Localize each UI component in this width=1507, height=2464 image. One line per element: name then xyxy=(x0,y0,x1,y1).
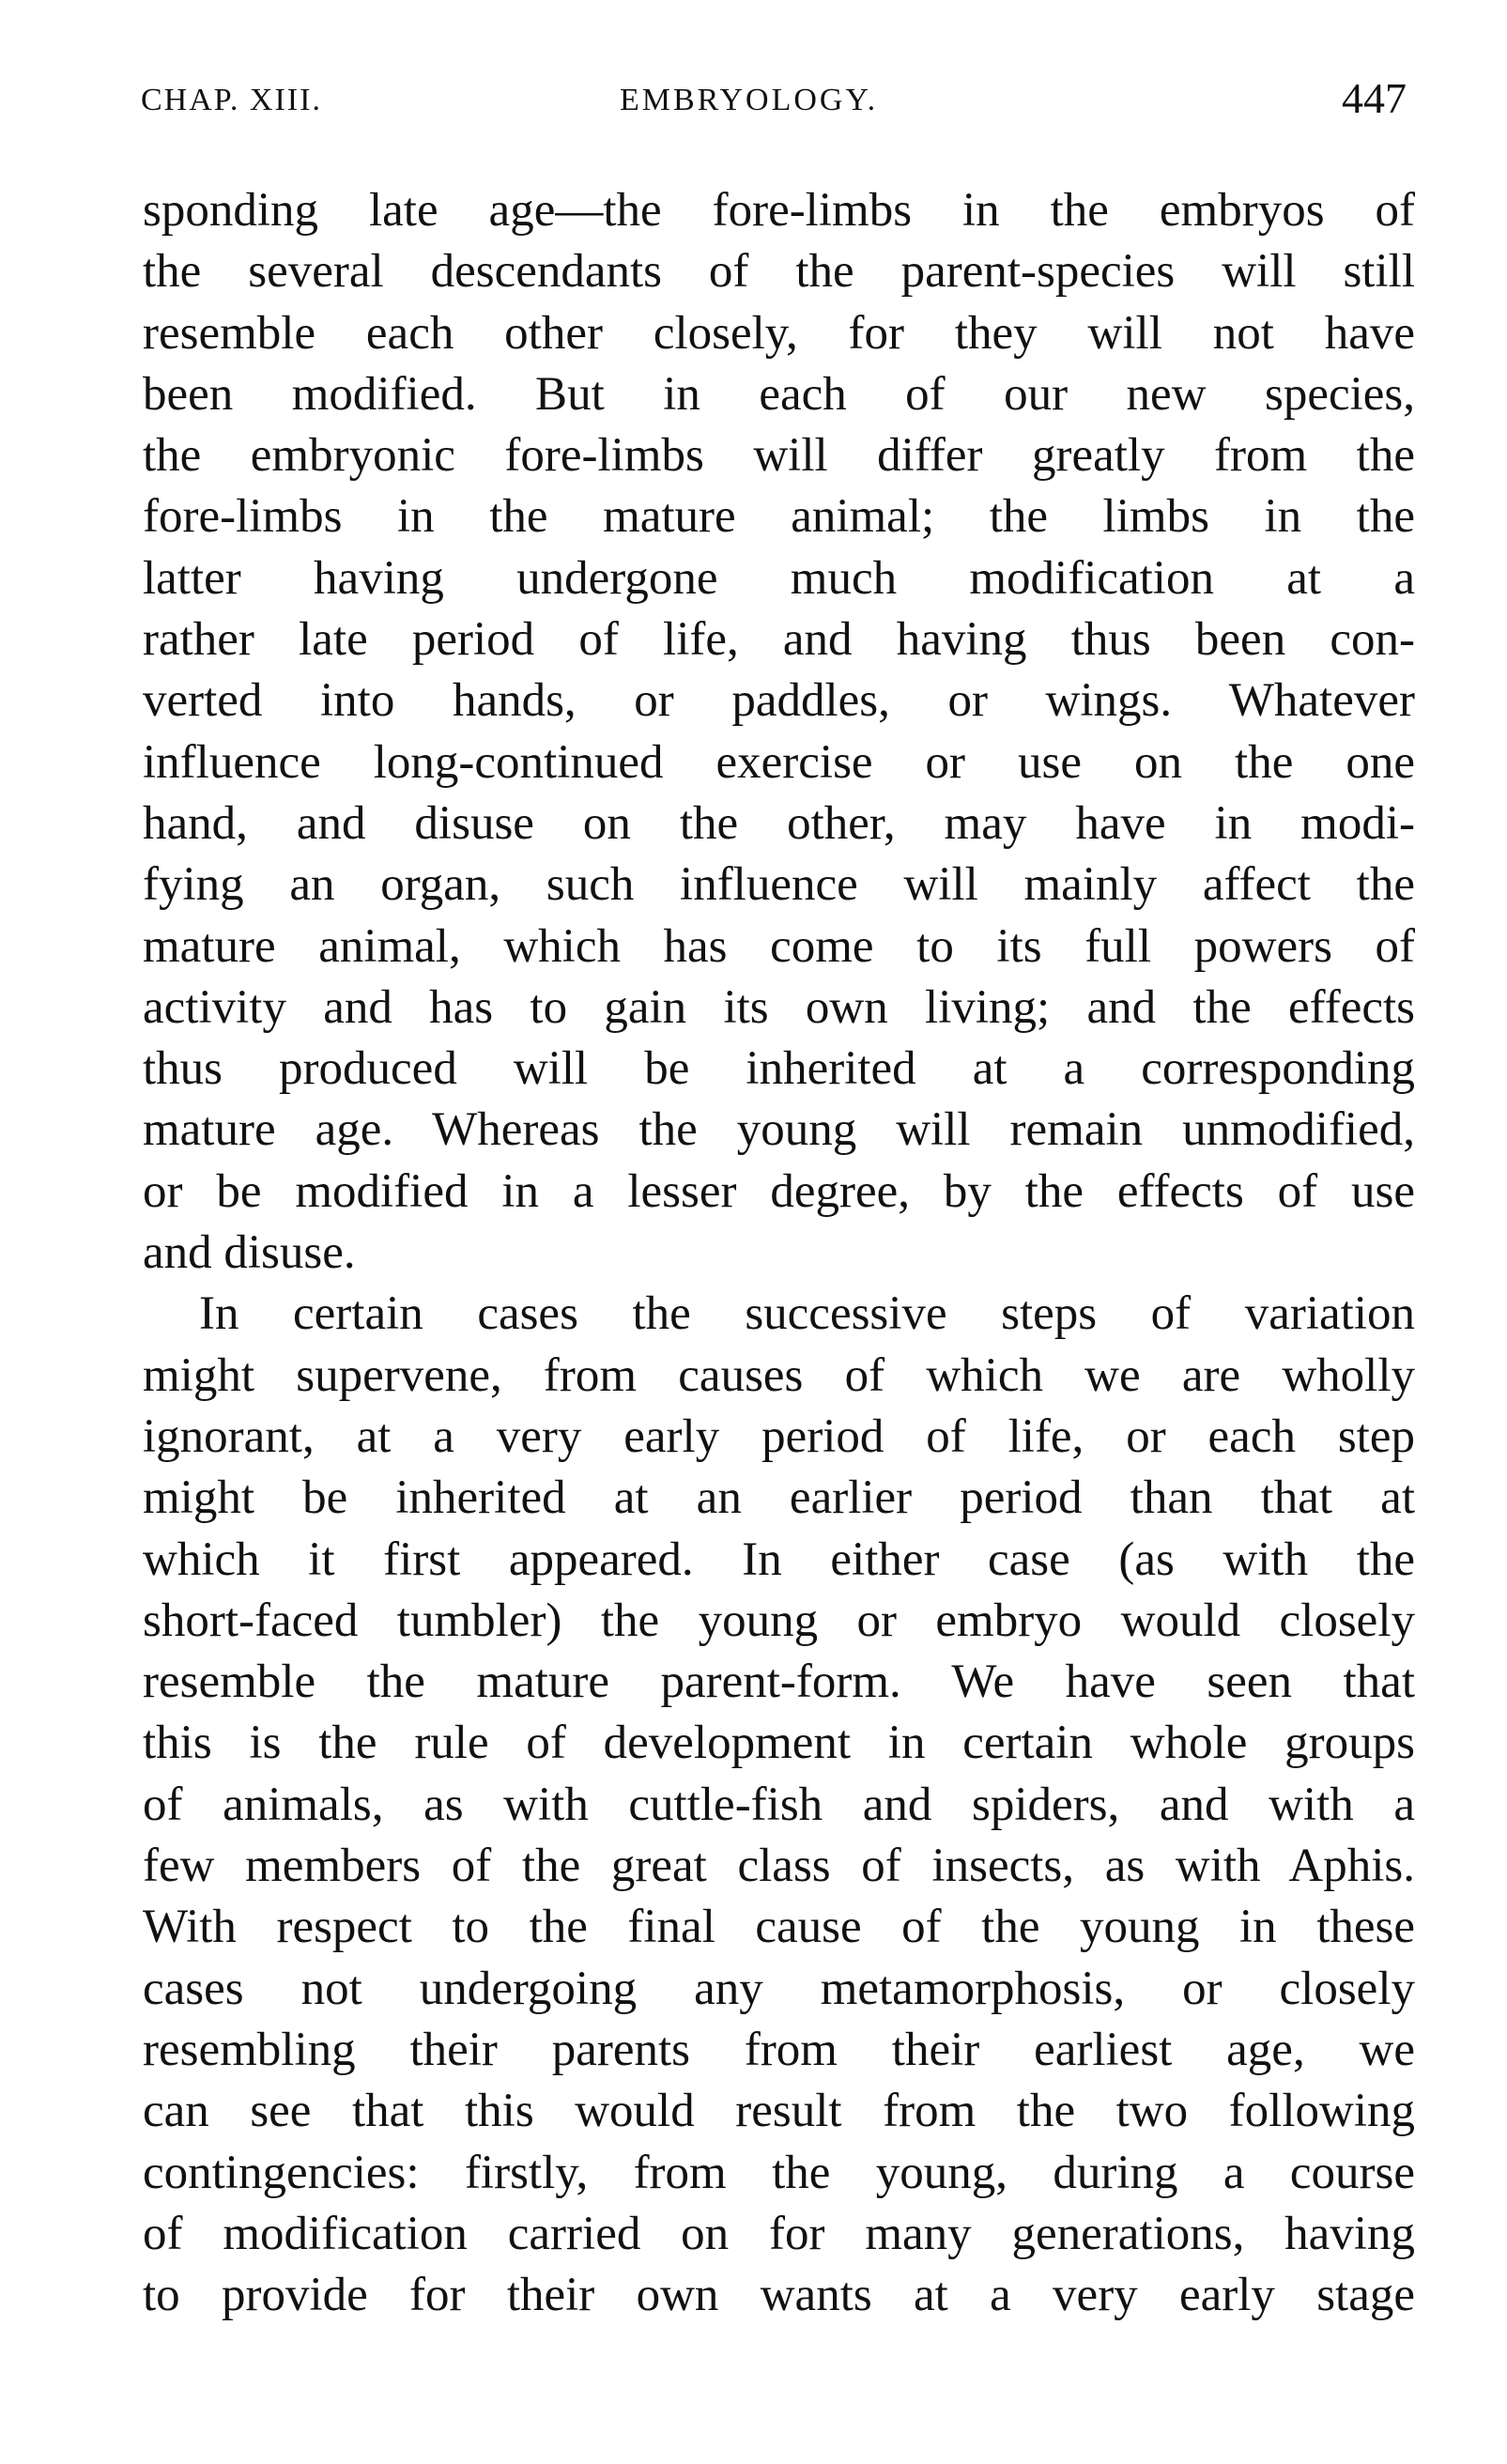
text-line: which it first appeared. In either case (as with the xyxy=(143,1532,1415,1586)
text-line: few members of the great class of insects, as with Aphis. xyxy=(143,1840,1415,1893)
text-line: or be modified in a lesser degree, by the effects of use xyxy=(143,1164,1415,1218)
paragraph-start-line: In certain cases the successive steps of variation xyxy=(199,1287,1415,1341)
running-header xyxy=(141,73,1418,130)
text-line: sponding late age—the fore-limbs in the embryos of xyxy=(143,184,1415,237)
text-line: resembling their parents from their earliest age, we xyxy=(143,2023,1415,2076)
chapter-label: CHAP. XIII. xyxy=(141,83,322,117)
text-line: to provide for their own wants at a very early stage xyxy=(143,2269,1415,2322)
text-line: With respect to the final cause of the young in these xyxy=(143,1901,1415,1954)
text-line: influence long-continued exercise or use on the one xyxy=(143,735,1415,789)
text-line: short-faced tumbler) the young or embryo would closely xyxy=(143,1594,1415,1647)
text-line: resemble the mature parent-form. We have seen that xyxy=(143,1656,1415,1709)
text-line: thus produced will be inherited at a corresponding xyxy=(143,1042,1415,1096)
text-line: fying an organ, such influence will mainly affect the xyxy=(143,858,1415,912)
paragraph-end-line: and disuse. xyxy=(143,1226,356,1280)
text-line: might be inherited at an earlier period than that at xyxy=(143,1471,1415,1525)
running-title: EMBRYOLOGY. xyxy=(620,83,879,117)
text-line: of modification carried on for many generations, having xyxy=(143,2207,1415,2260)
text-line: fore-limbs in the mature animal; the limbs in the xyxy=(143,490,1415,544)
text-line: can see that this would result from the two following xyxy=(143,2085,1415,2138)
page-number: 447 xyxy=(1342,74,1407,122)
text-line: been modified. But in each of our new species, xyxy=(143,367,1415,421)
text-line: resemble each other closely, for they will not have xyxy=(143,306,1415,360)
text-line: mature age. Whereas the young will remain unmodified, xyxy=(143,1103,1415,1157)
text-line: latter having undergone much modification at a xyxy=(143,551,1415,605)
text-line: the embryonic fore-limbs will differ greatly from the xyxy=(143,429,1415,483)
text-line: activity and has to gain its own living; and the effects xyxy=(143,980,1415,1034)
text-line: this is the rule of development in certain whole groups xyxy=(143,1717,1415,1770)
text-line: cases not undergoing any metamorphosis, or closely xyxy=(143,1962,1415,2015)
text-line: mature animal, which has come to its full powers of xyxy=(143,919,1415,973)
text-line: rather late period of life, and having thus been con- xyxy=(143,613,1415,667)
text-line: of animals, as with cuttle-fish and spiders, and with a xyxy=(143,1778,1415,1831)
text-line: verted into hands, or paddles, or wings. Whatever xyxy=(143,674,1415,728)
text-line: ignorant, at a very early period of life, or each step xyxy=(143,1409,1415,1463)
text-line: contingencies: firstly, from the young, during a course xyxy=(143,2146,1415,2199)
body-text xyxy=(143,180,1415,2326)
text-line: might supervene, from causes of which we are wholly xyxy=(143,1348,1415,1402)
text-line: the several descendants of the parent-species will still xyxy=(143,245,1415,299)
text-line: hand, and disuse on the other, may have in modi- xyxy=(143,796,1415,850)
